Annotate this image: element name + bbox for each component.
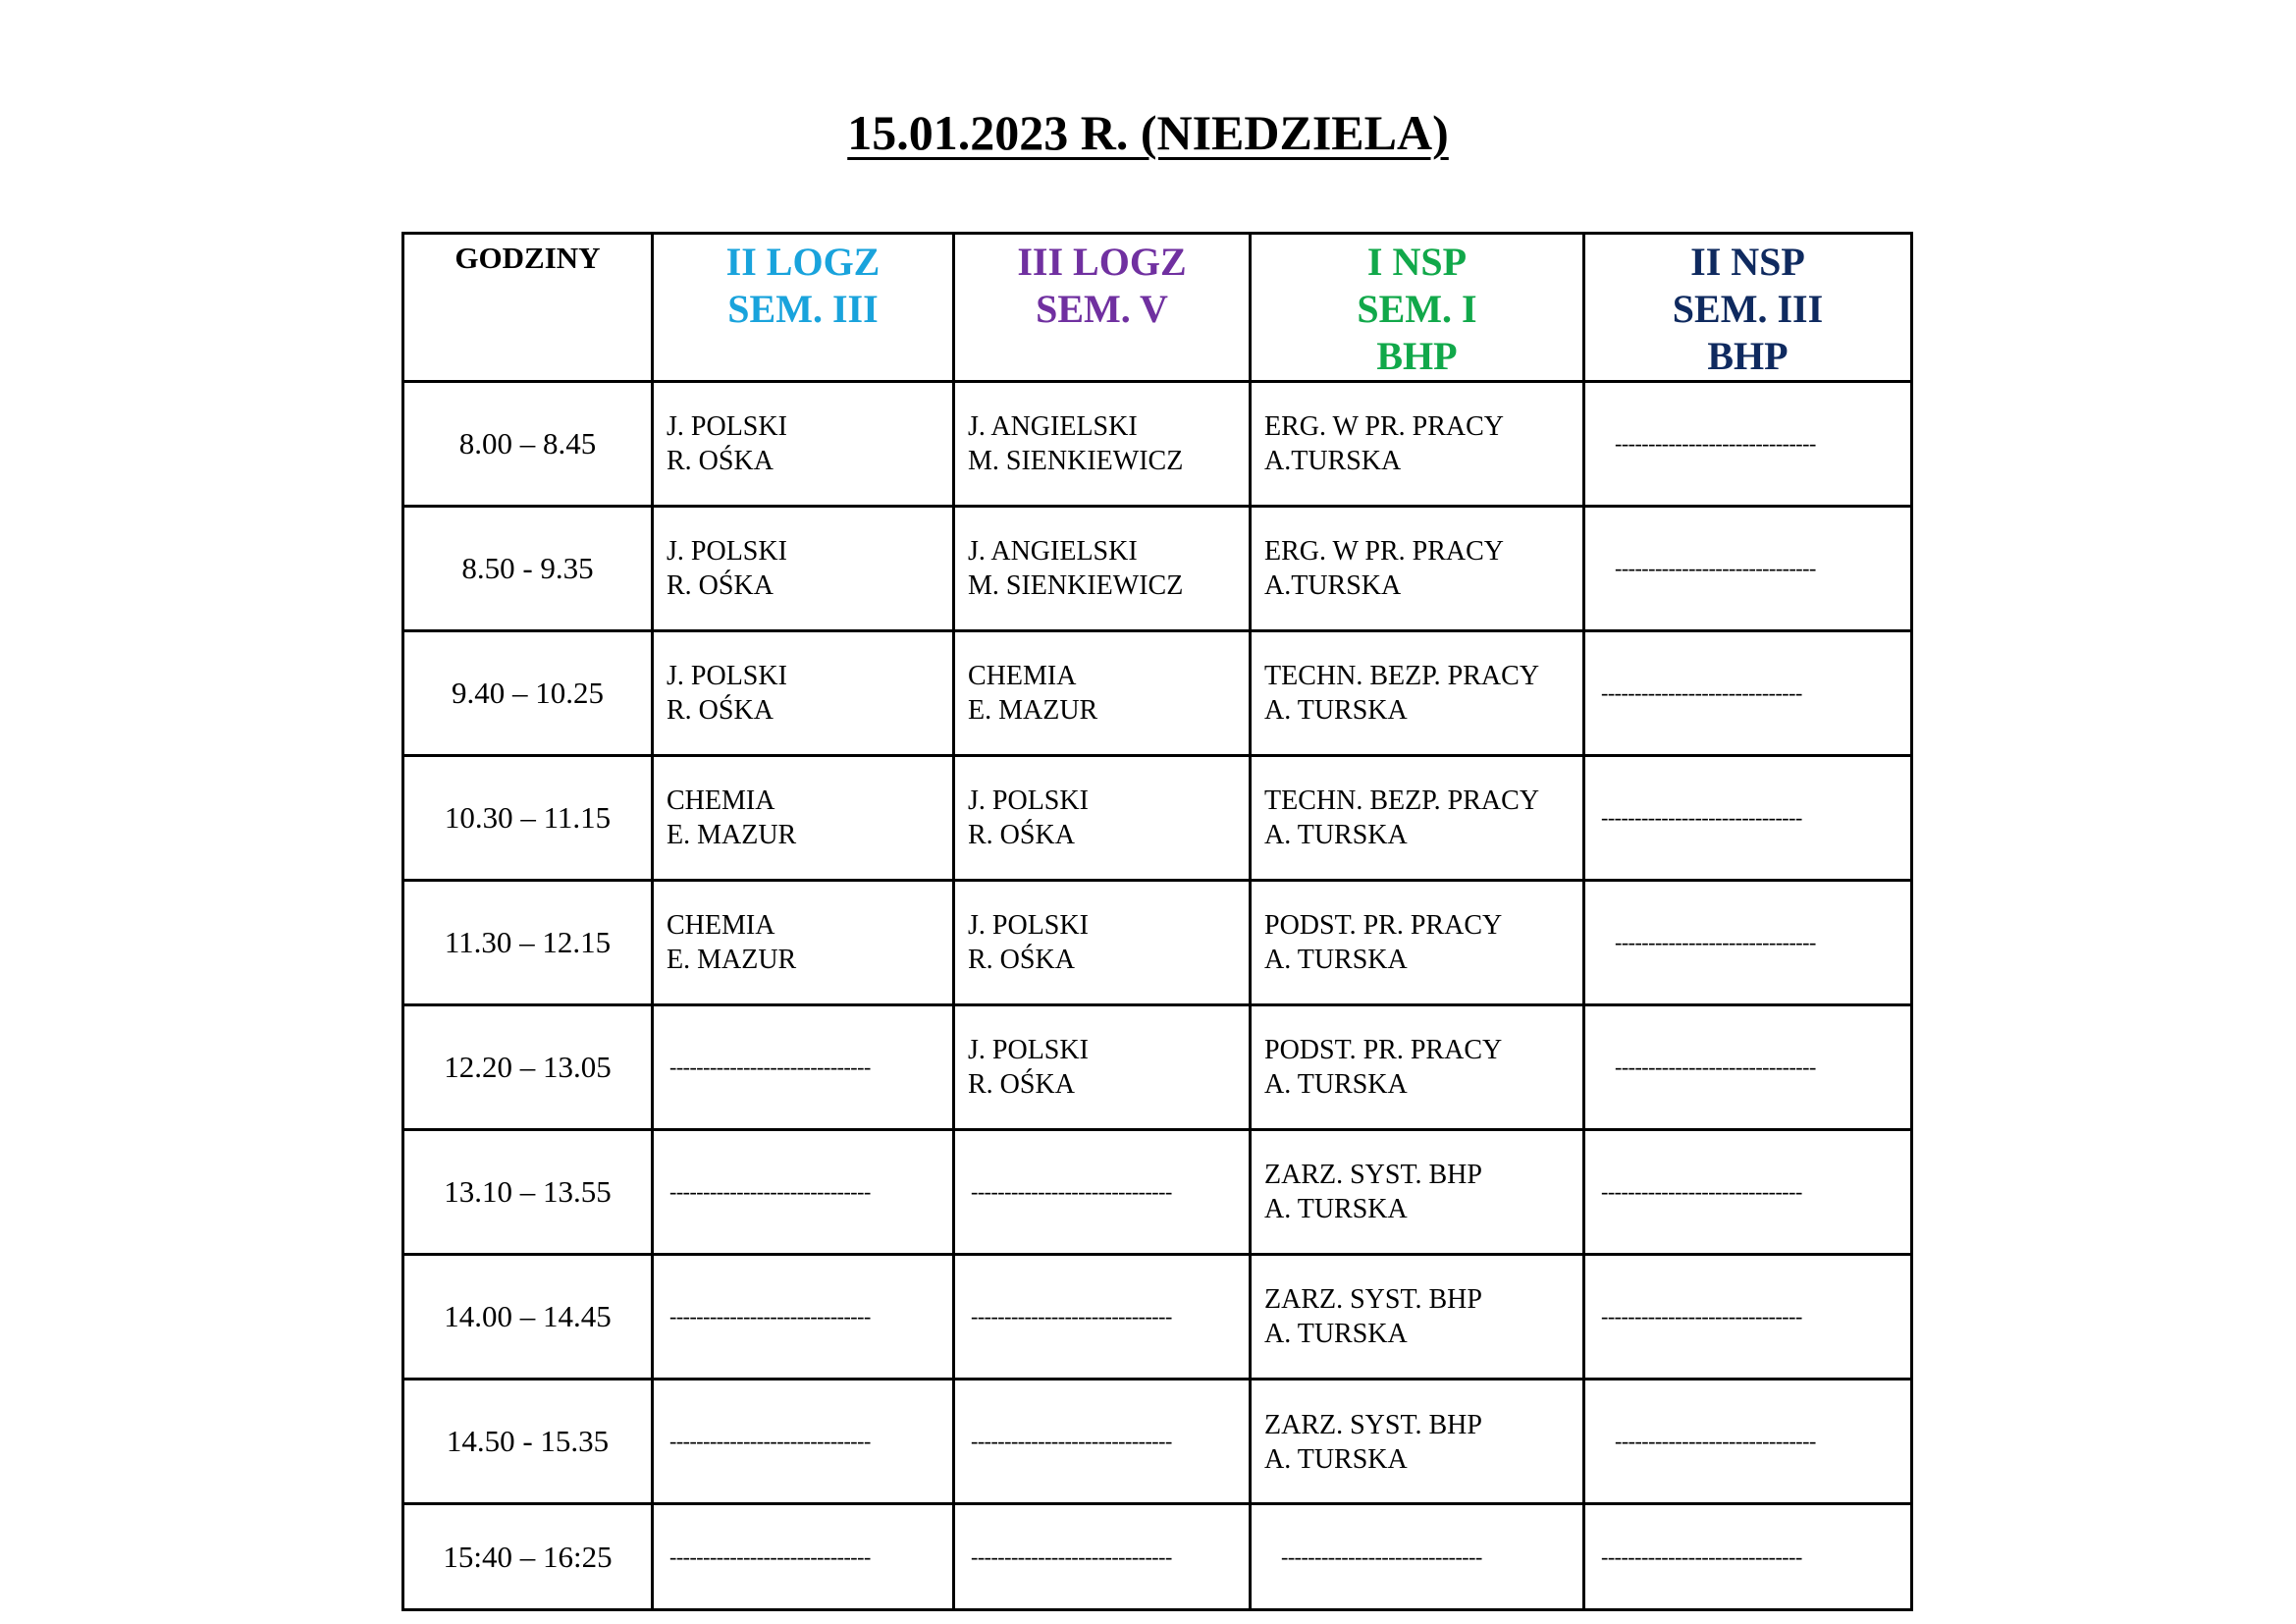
- teacher-name: E. MAZUR: [667, 820, 797, 850]
- teacher-name: R. OŚKA: [968, 1069, 1075, 1100]
- header-ii-nsp-line: II NSP: [1690, 240, 1805, 284]
- teacher-name: A.TURSKA: [1264, 446, 1402, 476]
- teacher-name: R. OŚKA: [667, 446, 774, 476]
- class-entry: [1251, 1005, 1584, 1130]
- time-slot: 11.30 – 12.15: [403, 881, 653, 1005]
- time-slot: 8.50 - 9.35: [403, 507, 653, 631]
- table-row: [403, 507, 1912, 631]
- teacher-name: A. TURSKA: [1264, 1069, 1408, 1100]
- time-slot: 14.50 - 15.35: [403, 1380, 653, 1504]
- table-row: [403, 1130, 1912, 1255]
- table-row: [403, 1255, 1912, 1380]
- empty-slot: ------------------------------: [954, 1130, 1251, 1255]
- subject-name: J. POLSKI: [667, 536, 787, 567]
- subject-name: TECHN. BEZP. PRACY: [1264, 785, 1540, 816]
- teacher-name: A. TURSKA: [1264, 695, 1408, 726]
- subject-name: TECHN. BEZP. PRACY: [1264, 661, 1540, 691]
- subject-name: J. POLSKI: [667, 411, 787, 442]
- time-slot: 8.00 – 8.45: [403, 382, 653, 507]
- table-row: [403, 1380, 1912, 1504]
- teacher-name: A. TURSKA: [1264, 945, 1408, 975]
- teacher-name: R. OŚKA: [667, 695, 774, 726]
- empty-slot: ------------------------------: [1584, 1380, 1912, 1504]
- class-entry: [653, 881, 954, 1005]
- subject-name: ZARZ. SYST. BHP: [1264, 1284, 1482, 1315]
- header-hours: GODZINY: [403, 234, 653, 382]
- class-entry: [954, 382, 1251, 507]
- table-row: [403, 382, 1912, 507]
- empty-slot: ------------------------------: [1584, 1504, 1912, 1610]
- subject-name: PODST. PR. PRACY: [1264, 910, 1503, 941]
- time-slot: 15:40 – 16:25: [403, 1504, 653, 1610]
- subject-name: ERG. W PR. PRACY: [1264, 536, 1505, 567]
- subject-name: ZARZ. SYST. BHP: [1264, 1410, 1482, 1440]
- empty-slot: ------------------------------: [954, 1380, 1251, 1504]
- empty-slot: ------------------------------: [954, 1255, 1251, 1380]
- subject-name: CHEMIA: [667, 910, 775, 941]
- class-entry: [1251, 631, 1584, 756]
- time-slot: 9.40 – 10.25: [403, 631, 653, 756]
- header-iii-logz-line: III LOGZ: [1017, 240, 1187, 284]
- subject-name: ZARZ. SYST. BHP: [1264, 1160, 1482, 1190]
- table-row: [403, 1005, 1912, 1130]
- class-entry: [954, 881, 1251, 1005]
- empty-slot: ------------------------------: [653, 1005, 954, 1130]
- class-entry: [1251, 1380, 1584, 1504]
- subject-name: CHEMIA: [968, 661, 1077, 691]
- subject-name: J. POLSKI: [968, 1035, 1089, 1065]
- teacher-name: R. OŚKA: [968, 820, 1075, 850]
- time-slot: 13.10 – 13.55: [403, 1130, 653, 1255]
- teacher-name: A.TURSKA: [1264, 570, 1402, 601]
- empty-slot: ------------------------------: [1584, 1130, 1912, 1255]
- table-row: [403, 631, 1912, 756]
- time-slot: 12.20 – 13.05: [403, 1005, 653, 1130]
- teacher-name: A. TURSKA: [1264, 1319, 1408, 1349]
- subject-name: PODST. PR. PRACY: [1264, 1035, 1503, 1065]
- time-slot: 14.00 – 14.45: [403, 1255, 653, 1380]
- subject-name: J. ANGIELSKI: [968, 536, 1138, 567]
- header-ii-logz-line: II LOGZ: [725, 240, 881, 284]
- header-ii-nsp-line: BHP: [1707, 334, 1789, 378]
- teacher-name: R. OŚKA: [667, 570, 774, 601]
- empty-slot: ------------------------------: [954, 1504, 1251, 1610]
- subject-name: J. POLSKI: [968, 785, 1089, 816]
- empty-slot: ------------------------------: [1584, 507, 1912, 631]
- empty-slot: ------------------------------: [653, 1130, 954, 1255]
- empty-slot: ------------------------------: [653, 1504, 954, 1610]
- empty-slot: ------------------------------: [1584, 631, 1912, 756]
- class-entry: [1251, 1130, 1584, 1255]
- teacher-name: A. TURSKA: [1264, 1444, 1408, 1475]
- teacher-name: M. SIENKIEWICZ: [968, 446, 1184, 476]
- empty-slot: ------------------------------: [653, 1380, 954, 1504]
- header-iii-logz: [954, 234, 1251, 382]
- subject-name: CHEMIA: [667, 785, 775, 816]
- header-iii-logz-line: SEM. V: [1036, 287, 1168, 331]
- table-row: [403, 756, 1912, 881]
- teacher-name: E. MAZUR: [667, 945, 797, 975]
- empty-slot: ------------------------------: [1251, 1504, 1584, 1610]
- class-entry: [1251, 881, 1584, 1005]
- page-title: 15.01.2023 R. (NIEDZIELA): [847, 105, 1449, 160]
- teacher-name: R. OŚKA: [968, 945, 1075, 975]
- class-entry: [954, 631, 1251, 756]
- class-entry: [954, 756, 1251, 881]
- table-row: [403, 881, 1912, 1005]
- class-entry: [653, 756, 954, 881]
- empty-slot: ------------------------------: [1584, 1005, 1912, 1130]
- teacher-name: A. TURSKA: [1264, 1194, 1408, 1224]
- empty-slot: ------------------------------: [1584, 1255, 1912, 1380]
- schedule-table: [401, 232, 1913, 1611]
- class-entry: [1251, 507, 1584, 631]
- teacher-name: M. SIENKIEWICZ: [968, 570, 1184, 601]
- teacher-name: A. TURSKA: [1264, 820, 1408, 850]
- time-slot: 10.30 – 11.15: [403, 756, 653, 881]
- class-entry: [653, 631, 954, 756]
- empty-slot: ------------------------------: [1584, 756, 1912, 881]
- subject-name: J. POLSKI: [968, 910, 1089, 941]
- header-i-nsp: [1251, 234, 1584, 382]
- class-entry: [653, 382, 954, 507]
- header-row: [403, 234, 1912, 382]
- empty-slot: ------------------------------: [653, 1255, 954, 1380]
- class-entry: [1251, 756, 1584, 881]
- schedule-body: [403, 382, 1912, 1610]
- class-entry: [1251, 382, 1584, 507]
- class-entry: [1251, 1255, 1584, 1380]
- header-ii-logz: [653, 234, 954, 382]
- class-entry: [954, 1005, 1251, 1130]
- table-row: [403, 1504, 1912, 1610]
- teacher-name: E. MAZUR: [968, 695, 1098, 726]
- header-i-nsp-line: BHP: [1376, 334, 1458, 378]
- subject-name: J. POLSKI: [667, 661, 787, 691]
- subject-name: ERG. W PR. PRACY: [1264, 411, 1505, 442]
- class-entry: [653, 507, 954, 631]
- class-entry: [954, 507, 1251, 631]
- header-ii-nsp: [1584, 234, 1912, 382]
- header-i-nsp-line: SEM. I: [1357, 287, 1477, 331]
- empty-slot: ------------------------------: [1584, 382, 1912, 507]
- empty-slot: ------------------------------: [1584, 881, 1912, 1005]
- header-i-nsp-line: I NSP: [1366, 240, 1468, 284]
- header-ii-logz-line: SEM. III: [727, 287, 879, 331]
- subject-name: J. ANGIELSKI: [968, 411, 1138, 442]
- header-ii-nsp-line: SEM. III: [1672, 287, 1824, 331]
